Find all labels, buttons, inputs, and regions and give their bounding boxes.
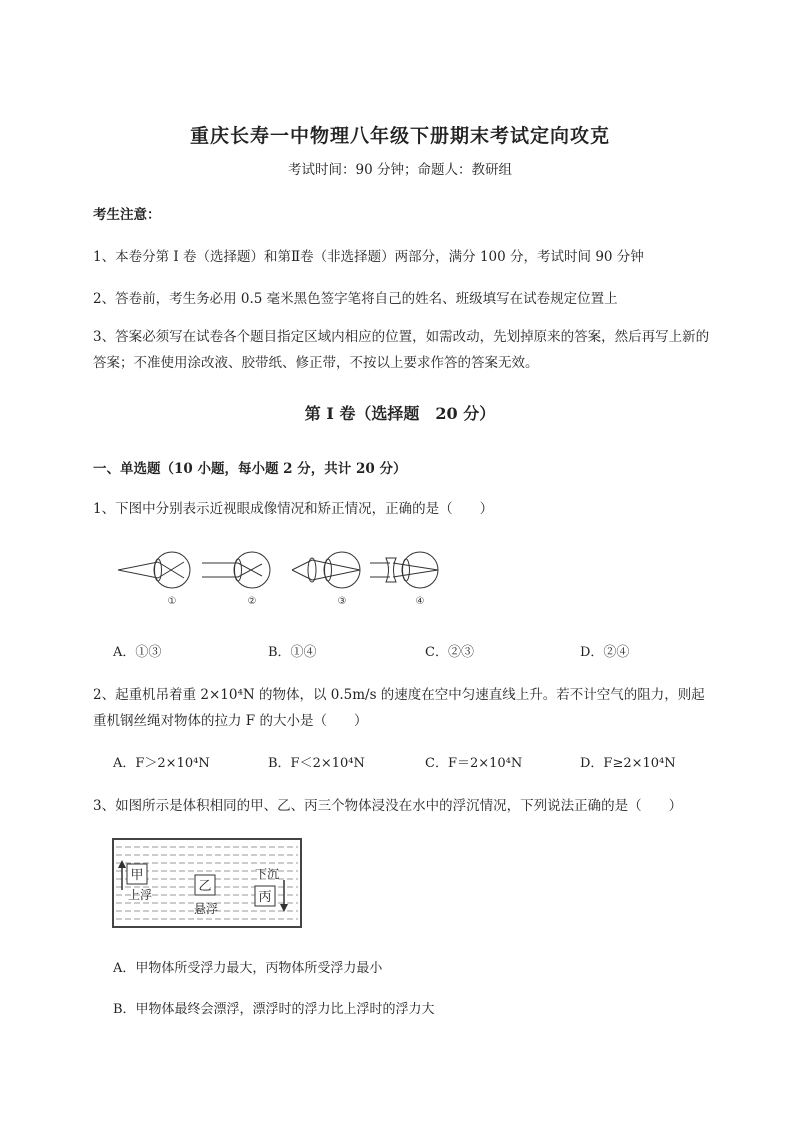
eye-label-3: ③ [337, 596, 347, 607]
eye-diagram-4 [370, 552, 438, 588]
q3-option-a[interactable]: A．甲物体所受浮力最大，丙物体所受浮力最小 [113, 961, 383, 976]
q2-option-c[interactable]: C．F＝2×10⁴N [425, 756, 523, 771]
question-2-text-line2: 重机钢丝绳对物体的拉力 F 的大小是（ ） [93, 713, 368, 729]
page-title: 重庆长寿一中物理八年级下册期末考试定向攻克 [189, 125, 610, 147]
q1-option-b[interactable]: B．①④ [268, 645, 317, 660]
question-2-text-line1: 2、起重机吊着重 2×10⁴N 的物体，以 0.5m/s 的速度在空中匀速直线上升。若不计空气的阻力，则起 [93, 687, 705, 703]
eye-label-4: ④ [415, 596, 425, 607]
part-title: 一、单选题（10 小题，每小题 2 分，共计 20 分） [93, 461, 407, 477]
q2-option-d[interactable]: D．F≥2×10⁴N [580, 756, 676, 771]
eye-diagram-2 [202, 552, 270, 588]
q1-option-c[interactable]: C．②③ [425, 645, 474, 660]
eye-diagram-3 [292, 552, 360, 588]
notice-item-3: 3、答案必须写在试卷各个题目指定区域内相应的位置，如需改动，先划掉原来的答案，然后再写上新的答案；不准使用涂改液、胶带纸、修正带，不按以上要求作答的答案无效。 [93, 329, 710, 371]
q1-option-a[interactable]: A．①③ [113, 645, 162, 660]
notice-item-2: 2、答卷前，考生务必用 0.5 毫米黑色签字笔将自己的姓名、班级填写在试卷规定位置上 [93, 291, 618, 307]
question-1-text: 1、下图中分别表示近视眼成像情况和矫正情况，正确的是（ ） [93, 501, 494, 517]
label-up: 上浮 [127, 888, 153, 902]
label-jia: 甲 [130, 868, 144, 883]
notice-item-1: 1、本卷分第 I 卷（选择题）和第Ⅱ卷（非选择题）两部分，满分 100 分，考试时间 90 分钟 [93, 249, 644, 265]
label-suspend: 悬浮 [193, 902, 219, 916]
q2-option-b[interactable]: B．F＜2×10⁴N [268, 756, 365, 771]
label-yi: 乙 [198, 879, 212, 894]
q1-option-d[interactable]: D．②④ [580, 645, 630, 660]
question-3-text: 3、如图所示是体积相同的甲、乙、丙三个物体浸没在水中的浮沉情况，下列说法正确的是（ ） [93, 798, 683, 814]
label-down: 下沉 [254, 867, 280, 881]
eye-label-1: ① [167, 596, 177, 607]
buoyancy-figure [112, 838, 302, 928]
eye-label-2: ② [247, 596, 257, 607]
label-bing: 丙 [258, 890, 272, 905]
section-title: 第 I 卷（选择题 20 分） [304, 404, 496, 423]
q2-option-a[interactable]: A．F＞2×10⁴N [113, 756, 210, 771]
eye-diagrams-figure [110, 548, 440, 610]
notice-heading: 考生注意： [93, 207, 161, 223]
q3-option-b[interactable]: B．甲物体最终会漂浮，漂浮时的浮力比上浮时的浮力大 [113, 1002, 435, 1017]
eye-diagram-1 [118, 552, 190, 588]
exam-info: 考试时间：90 分钟；命题人：教研组 [288, 162, 512, 178]
